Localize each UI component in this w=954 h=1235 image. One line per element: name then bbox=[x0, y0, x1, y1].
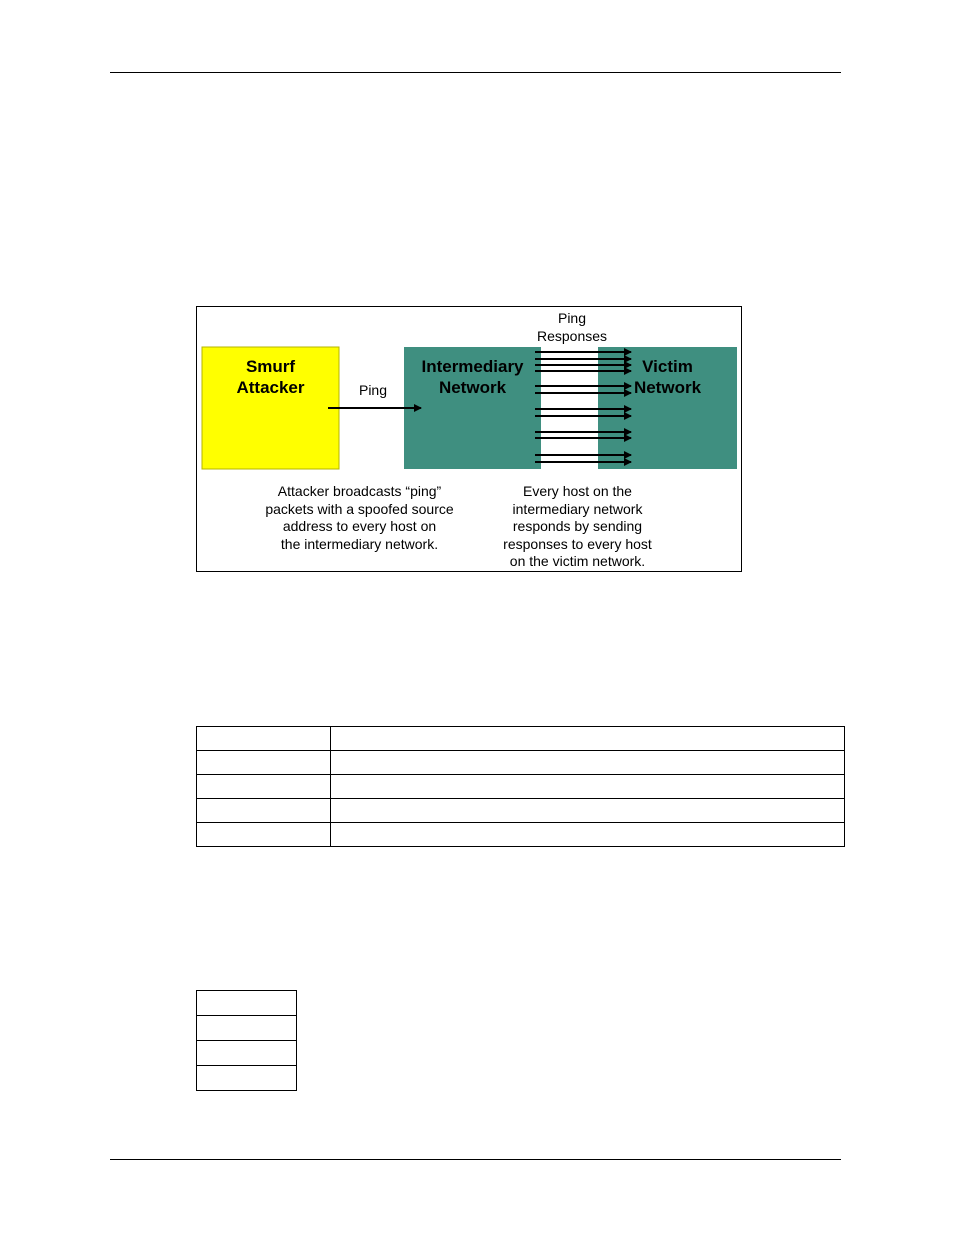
table-cell bbox=[331, 775, 845, 799]
table-row bbox=[197, 775, 845, 799]
table-cell bbox=[197, 1041, 297, 1066]
table-cell bbox=[197, 1066, 297, 1091]
table-row bbox=[197, 1016, 297, 1041]
table-2 bbox=[196, 990, 297, 1091]
victim-network-label: Victim Network bbox=[633, 357, 702, 397]
ping-label: Ping bbox=[358, 382, 388, 398]
table-row bbox=[197, 799, 845, 823]
ping-responses-label: Ping Responses bbox=[536, 310, 608, 344]
caption-right: Every host on the intermediary network responds by sending responses to every host on the victim network. bbox=[503, 483, 652, 569]
footer-rule bbox=[110, 1159, 841, 1160]
caption-left: Attacker broadcasts “ping” packets with a spoofed source address to every host on the intermediary network. bbox=[265, 483, 454, 552]
table-cell bbox=[197, 1016, 297, 1041]
table-row bbox=[197, 991, 297, 1016]
table-1 bbox=[196, 726, 845, 847]
table-cell bbox=[331, 727, 845, 751]
table-row bbox=[197, 1041, 297, 1066]
header-rule bbox=[110, 72, 841, 73]
table-cell bbox=[331, 823, 845, 847]
table-cell bbox=[197, 823, 331, 847]
intermediary-network-label: Intermediary Network bbox=[421, 357, 524, 397]
table-row bbox=[197, 727, 845, 751]
smurf-attacker-label: Smurf Attacker bbox=[236, 357, 305, 397]
table-row bbox=[197, 823, 845, 847]
table-cell bbox=[331, 751, 845, 775]
table-row bbox=[197, 1066, 297, 1091]
smurf-attack-diagram bbox=[196, 306, 742, 572]
table-cell bbox=[197, 727, 331, 751]
table-cell bbox=[331, 799, 845, 823]
table-cell bbox=[197, 799, 331, 823]
table-cell bbox=[197, 991, 297, 1016]
table-cell bbox=[197, 775, 331, 799]
table-cell bbox=[197, 751, 331, 775]
table-row bbox=[197, 751, 845, 775]
